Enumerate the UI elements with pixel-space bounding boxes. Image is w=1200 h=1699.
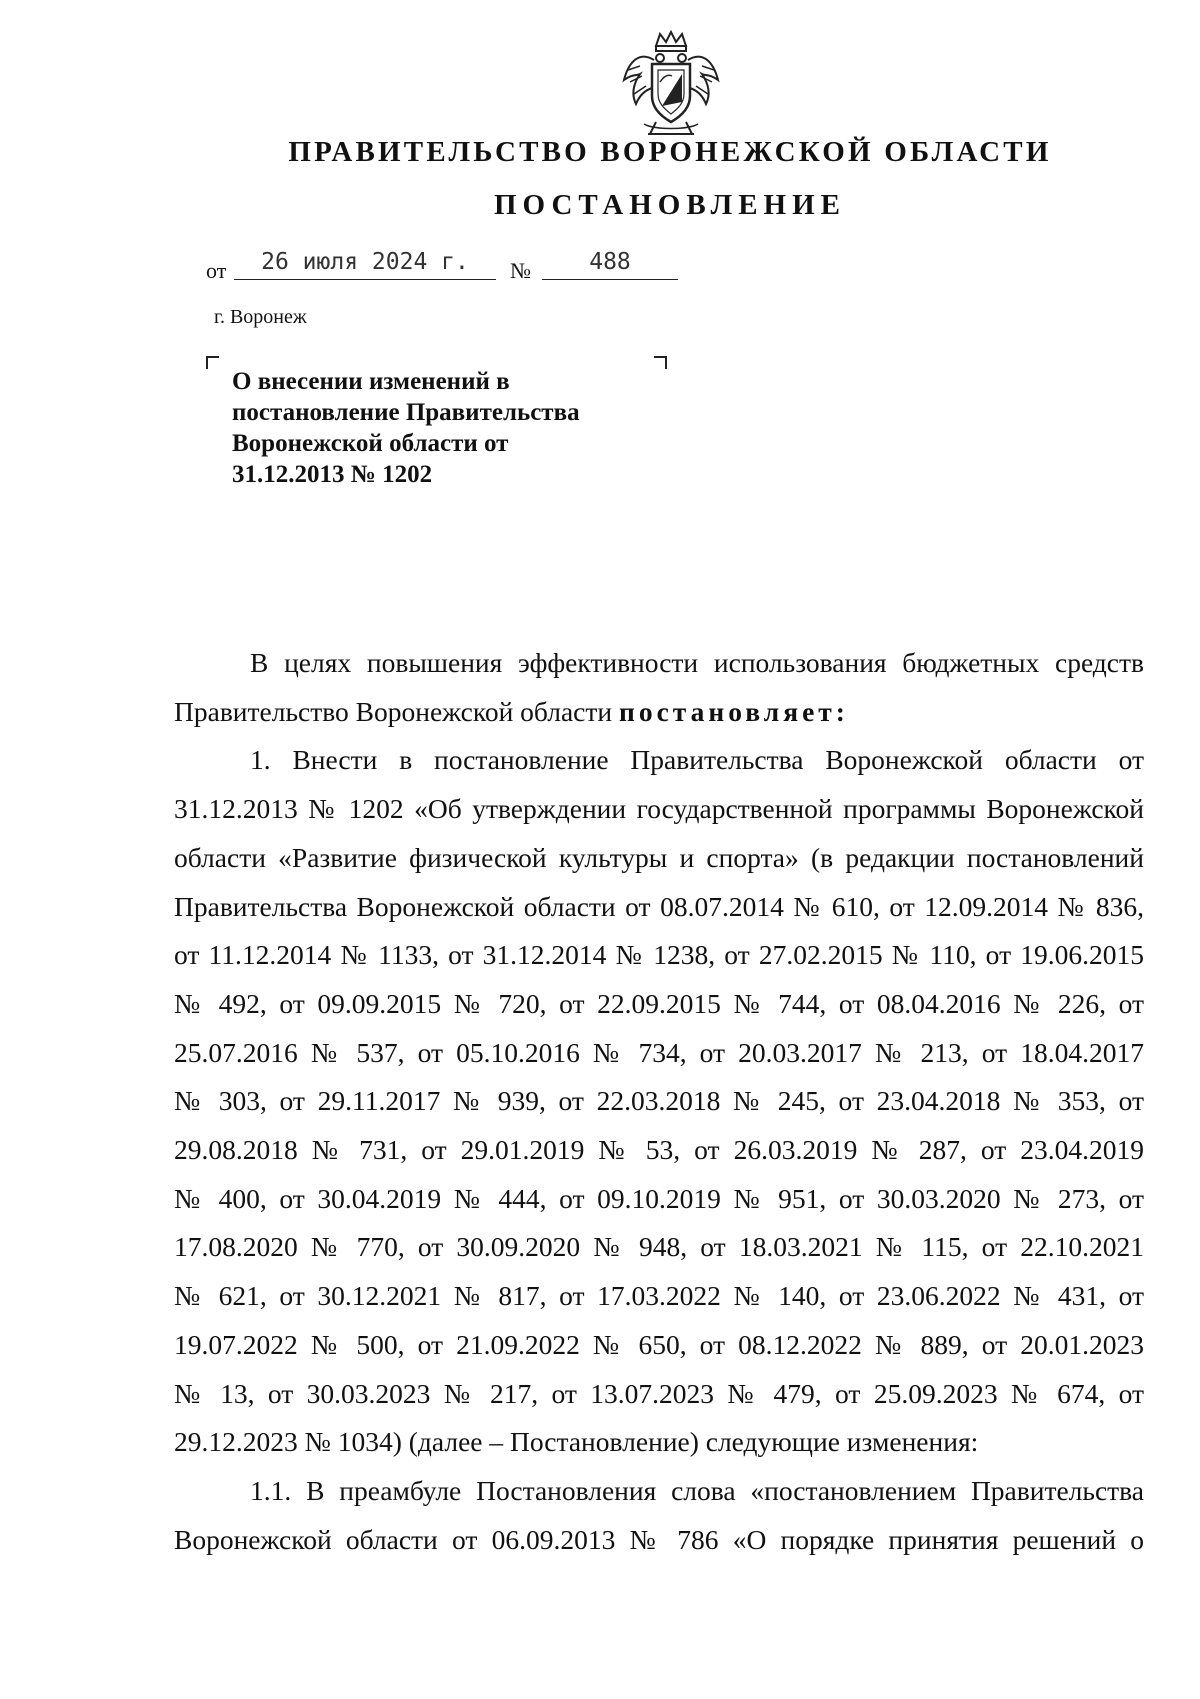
date-number-line: [206, 250, 686, 290]
body-line: [174, 688, 1144, 737]
subject-corner-left: [206, 356, 219, 369]
body-line: № 303, от 29.11.2017 № 939, от 22.03.2018 № 245, от 23.04.2018 № 353, от: [174, 1085, 1144, 1117]
city: г. Воронеж: [214, 306, 307, 328]
document-subject: [232, 366, 692, 490]
body-line: № 621, от 30.12.2021 № 817, от 17.03.2022 № 140, от 23.06.2022 № 431, от: [174, 1280, 1144, 1312]
body-line: от 11.12.2014 № 1133, от 31.12.2014 № 1238, от 27.02.2015 № 110, от 19.06.2015: [174, 939, 1144, 971]
document-type: ПОСТАНОВЛЕНИЕ: [493, 189, 846, 221]
body-line: Правительства Воронежской области от 08.07.2014 № 610, от 12.09.2014 № 836,: [174, 890, 1144, 922]
organization-title: ПРАВИТЕЛЬСТВО ВОРОНЕЖСКОЙ ОБЛАСТИ: [288, 136, 1052, 168]
body-line: № 13, от 30.03.2023 № 217, от 13.07.2023 № 479, от 25.09.2023 № 674, от: [174, 1377, 1144, 1409]
date-prefix: от: [206, 258, 227, 283]
body-line: 29.08.2018 № 731, от 29.01.2019 № 53, от 26.03.2019 № 287, от 23.04.2019: [174, 1134, 1144, 1166]
date-value: 26 июля 2024 г.: [261, 249, 469, 275]
subject-line: Воронежской области от: [232, 430, 509, 457]
date-field: [234, 245, 496, 280]
body-line: 19.07.2022 № 500, от 21.09.2022 № 650, от 08.12.2022 № 889, от 20.01.2023: [174, 1328, 1144, 1360]
body-line: № 492, от 09.09.2015 № 720, от 22.09.2015 № 744, от 08.04.2016 № 226, от: [174, 987, 1144, 1019]
number-field: [542, 245, 678, 280]
subject-line: О внесении изменений в: [232, 368, 510, 395]
resolution-word: постановляет:: [618, 695, 849, 727]
body-line: 29.12.2023 № 1034) (далее – Постановление) следующие изменения:: [174, 1426, 979, 1458]
body-text: Правительство Воронежской области: [174, 695, 613, 727]
number-prefix: №: [510, 258, 531, 283]
body-line: 31.12.2013 № 1202 «Об утверждении государственной программы Воронежской: [174, 793, 1144, 825]
body-line: В целях повышения эффективности использования бюджетных средств: [250, 647, 1144, 678]
body-line: Воронежской области от 06.09.2013 № 786 «О порядке принятия решений о: [174, 1523, 1144, 1555]
body-line: 1. Внести в постановление Правительства Воронежской области от: [250, 744, 1144, 776]
body-line: области «Развитие физической культуры и спорта» (в редакции постановлений: [174, 841, 1144, 873]
number-value: 488: [589, 249, 631, 275]
subject-line: 31.12.2013 № 1202: [232, 461, 433, 488]
subject-line: постановление Правительства: [232, 399, 580, 426]
body-line: 25.07.2016 № 537, от 05.10.2016 № 734, от 20.03.2017 № 213, от 18.04.2017: [174, 1036, 1144, 1068]
body-line: № 400, от 30.04.2019 № 444, от 09.10.2019 № 951, от 30.03.2020 № 273, от: [174, 1182, 1144, 1214]
body-line: 17.08.2020 № 770, от 30.09.2020 № 948, от 18.03.2021 № 115, от 22.10.2021: [174, 1231, 1144, 1263]
coat-of-arms-icon: [618, 30, 724, 142]
document-body: [174, 639, 1144, 1564]
body-line: 1.1. В преамбуле Постановления слова «постановлением Правительства: [250, 1474, 1144, 1506]
